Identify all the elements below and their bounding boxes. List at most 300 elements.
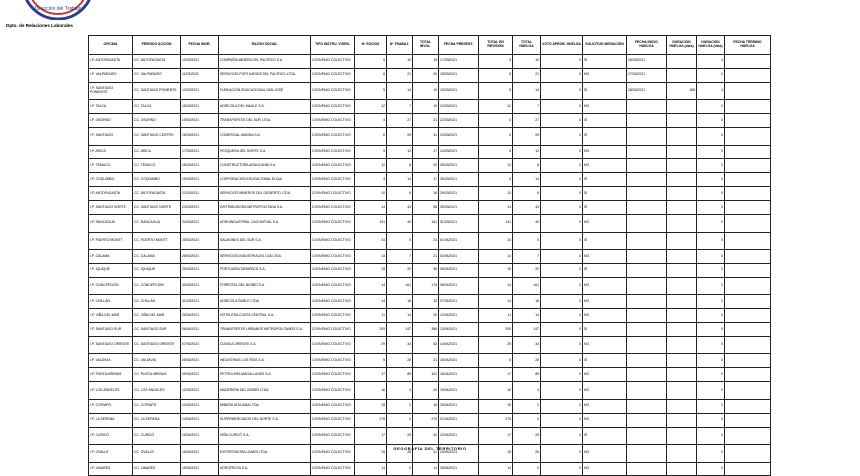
table-cell: 30/03/2021 — [181, 277, 219, 295]
table-cell: 0 — [697, 263, 725, 277]
table-cell — [667, 462, 697, 476]
table-cell — [725, 309, 771, 323]
column-header: PERIODO ACCIÓN — [133, 36, 181, 55]
table-cell: 0 — [541, 201, 583, 215]
table-cell: I.P. LOS ÁNGELES — [89, 382, 133, 400]
table-row — [89, 100, 771, 114]
table-row — [89, 263, 771, 277]
table-cell: 17 — [355, 427, 387, 445]
table-cell: NO — [583, 309, 627, 323]
table-cell: 19/04/2021 — [181, 462, 219, 476]
table-cell: 22/03/2021 — [439, 100, 479, 114]
column-header: TOTAL INVOL. — [413, 36, 439, 55]
table-cell: NO — [583, 68, 627, 82]
table-cell: I.P. CHILLÁN — [89, 295, 133, 309]
table-cell: 0 — [541, 159, 583, 173]
table-cell: COMPAÑÍA MINERA DEL PACÍFICO S.A. — [219, 55, 311, 69]
table-cell: CC. SANTIAGO ORIENTE — [133, 336, 181, 354]
table-cell: CC. CURICÓ — [133, 427, 181, 445]
table-cell: 6 — [355, 128, 387, 146]
table-cell: 05/04/2021 — [439, 263, 479, 277]
table-cell — [627, 354, 667, 368]
table-cell: 0 — [697, 382, 725, 400]
table-cell — [725, 201, 771, 215]
table-cell: 28/03/2021 — [627, 82, 667, 100]
table-cell — [627, 145, 667, 159]
column-header: OFICINA — [89, 36, 133, 55]
table-cell: EXPORTADORA LIMARÍ LTDA. — [219, 445, 311, 463]
table-cell: 34 — [387, 336, 413, 354]
table-cell: 14 — [387, 82, 413, 100]
table-cell — [627, 173, 667, 187]
table-cell: 35 — [413, 263, 439, 277]
table-cell — [667, 215, 697, 233]
table-cell: 15 — [413, 399, 439, 413]
table-cell: 0 — [541, 336, 583, 354]
table-cell: 23/03/2021 — [439, 128, 479, 146]
table-cell: 15 — [413, 55, 439, 69]
table-cell — [627, 232, 667, 250]
column-header: FECHA INGR. — [181, 36, 219, 55]
table-cell: 22/04/2021 — [439, 427, 479, 445]
table-cell — [667, 68, 697, 82]
table-cell: 15 — [355, 399, 387, 413]
table-cell — [627, 100, 667, 114]
table-cell: PORTUARIA TARAPACÁ S.A. — [219, 263, 311, 277]
table-cell: 0 — [541, 323, 583, 337]
table-cell: CONVENIO COLECTIVO — [311, 145, 355, 159]
table-cell — [627, 215, 667, 233]
table-cell: 25 — [513, 128, 541, 146]
table-cell: CC. RANCAGUA — [133, 215, 181, 233]
table-cell: 19/04/2021 — [439, 382, 479, 400]
table-cell: 26/03/2021 — [439, 173, 479, 187]
table-cell — [627, 201, 667, 215]
table-row — [89, 382, 771, 400]
table-cell: 18/03/2021 — [439, 68, 479, 82]
table-cell: 24/03/2021 — [181, 215, 219, 233]
table-cell: 11 — [479, 309, 513, 323]
table-cell — [627, 462, 667, 476]
table-cell — [667, 232, 697, 250]
table-cell: 0 — [697, 173, 725, 187]
table-cell — [725, 159, 771, 173]
table-cell: 58 — [413, 201, 439, 215]
table-cell: 32 — [413, 295, 439, 309]
table-cell — [627, 427, 667, 445]
table-cell — [667, 128, 697, 146]
table-cell: 14 — [479, 201, 513, 215]
department-label: Dpto. de Relaciones Laborales — [6, 23, 73, 28]
table-cell: 0 — [387, 232, 413, 250]
table-cell: 19 — [413, 82, 439, 100]
table-cell: HOTELERA COSTA CENTRAL S.A. — [219, 309, 311, 323]
column-header: VOTO APROB. HUELGA — [541, 36, 583, 55]
table-cell — [667, 399, 697, 413]
table-cell: 4 — [697, 82, 725, 100]
table-cell: 0 — [697, 232, 725, 250]
table-cell: I.P. SANTIAGO ORIENTE — [89, 336, 133, 354]
table-cell: 26 — [513, 354, 541, 368]
table-cell: CONVENIO COLECTIVO — [311, 173, 355, 187]
table-cell: I.P. TALCA — [89, 100, 133, 114]
table-cell: CC. VALDIVIA — [133, 354, 181, 368]
table-cell: NO — [583, 368, 627, 382]
table-cell: 14/04/2021 — [181, 413, 219, 427]
table-cell: CONVENIO COLECTIVO — [311, 114, 355, 128]
table-cell: CC. ANTOFAGASTA — [133, 55, 181, 69]
table-cell: 0 — [541, 68, 583, 82]
table-cell: 07/04/2021 — [181, 336, 219, 354]
table-cell: 27/03/2021 — [627, 68, 667, 82]
table-cell: 15/03/2021 — [181, 114, 219, 128]
table-cell: 12/04/2021 — [439, 309, 479, 323]
table-cell: 0 — [541, 413, 583, 427]
table-cell: NO — [583, 295, 627, 309]
table-cell: CORPORACIÓN EDUCACIONAL ELQUI — [219, 173, 311, 187]
table-cell: 181 — [413, 215, 439, 233]
table-cell: 14 — [479, 250, 513, 264]
table-cell: 0 — [697, 309, 725, 323]
column-header: FECHA TÉRMINO HUELGA — [725, 36, 771, 55]
table-cell: CONVENIO COLECTIVO — [311, 128, 355, 146]
table-cell: 31/03/2021 — [439, 215, 479, 233]
table-cell — [725, 399, 771, 413]
table-cell: CONVENIO COLECTIVO — [311, 323, 355, 337]
table-cell: I.P. RANCAGUA — [89, 215, 133, 233]
table-cell: I.P. LINARES — [89, 462, 133, 476]
table-cell: 11 — [355, 309, 387, 323]
table-cell: SÍ — [583, 82, 627, 100]
table-cell: 147 — [387, 323, 413, 337]
table-cell: 21 — [413, 250, 439, 264]
column-header: FECHA INICIO HUELGA — [627, 36, 667, 55]
table-cell: 25/03/2021 — [439, 159, 479, 173]
table-cell: 14 — [387, 173, 413, 187]
table-cell: NO — [583, 277, 627, 295]
table-cell — [725, 295, 771, 309]
table-cell — [667, 201, 697, 215]
logo-text: Dirección del Trabajo — [34, 6, 82, 12]
table-cell: 26 — [387, 445, 413, 463]
table-cell: 0 — [387, 399, 413, 413]
table-cell: 0 — [541, 309, 583, 323]
table-cell: 19/03/2021 — [181, 173, 219, 187]
table-row — [89, 368, 771, 382]
table-cell: 0 — [697, 462, 725, 476]
table-cell: 4 — [387, 382, 413, 400]
table-cell: 6 — [479, 128, 513, 146]
table-row — [89, 68, 771, 82]
table-cell: CC. LOS ÁNGELES — [133, 382, 181, 400]
table-cell: AGRÍCOLA ÑUBLE LTDA. — [219, 295, 311, 309]
table-cell: 3 — [355, 173, 387, 187]
table-cell: 209 — [479, 323, 513, 337]
table-cell: 0 — [697, 215, 725, 233]
table-cell: 4 — [697, 55, 725, 69]
table-cell: 14 — [479, 295, 513, 309]
table-cell: 05/04/2021 — [181, 309, 219, 323]
table-cell — [725, 323, 771, 337]
table-cell — [725, 68, 771, 82]
table-row — [89, 159, 771, 173]
table-cell: 14 — [479, 277, 513, 295]
table-row — [89, 250, 771, 264]
table-cell: I.P. OSORNO — [89, 114, 133, 128]
table-cell: 0 — [541, 354, 583, 368]
table-cell: NO — [583, 250, 627, 264]
table-cell: CC. SANTIAGO NORTE — [133, 201, 181, 215]
table-cell — [627, 187, 667, 201]
table-cell: 13/04/2021 — [181, 399, 219, 413]
table-cell — [627, 309, 667, 323]
table-cell: 7 — [387, 250, 413, 264]
table-cell: 21 — [513, 68, 541, 82]
table-cell — [667, 263, 697, 277]
table-cell: SÍ — [583, 323, 627, 337]
table-cell: 18/03/2021 — [181, 159, 219, 173]
table-cell: NO — [583, 445, 627, 463]
column-header: TOTAL HUELGA — [513, 36, 541, 55]
table-cell: 0 — [513, 413, 541, 427]
table-cell: 85 — [387, 368, 413, 382]
table-cell: 10 — [387, 55, 413, 69]
table-cell: 0 — [541, 215, 583, 233]
table-cell: 0 — [541, 399, 583, 413]
table-cell: 17 — [413, 145, 439, 159]
table-cell: CC. OVALLE — [133, 445, 181, 463]
table-row — [89, 462, 771, 476]
table-cell: 5 — [355, 55, 387, 69]
table-cell: 168 — [667, 82, 697, 100]
table-cell — [667, 55, 697, 69]
table-cell: 0 — [541, 263, 583, 277]
table-cell: 147 — [513, 323, 541, 337]
column-header: TIPO INSTRU. VIGEN. — [311, 36, 355, 55]
table-cell: SÍ — [583, 201, 627, 215]
table-cell: 0 — [697, 114, 725, 128]
table-cell — [667, 368, 697, 382]
table-cell: 0 — [541, 295, 583, 309]
table-cell: NO — [583, 336, 627, 354]
table-cell: 0 — [697, 445, 725, 463]
table-cell: SERVICIOS INDUSTRIALES LOA LTDA. — [219, 250, 311, 264]
table-cell: 29 — [479, 336, 513, 354]
table-cell: I.P. ARICA — [89, 145, 133, 159]
table-cell: CC. SANTIAGO PONIENTE — [133, 82, 181, 100]
table-cell — [667, 323, 697, 337]
table-cell: CONVENIO COLECTIVO — [311, 382, 355, 400]
table-cell: 161 — [513, 277, 541, 295]
table-cell: 0 — [697, 187, 725, 201]
table-cell: SÍ — [583, 55, 627, 69]
table-cell: I.P. VIÑA DEL MAR — [89, 309, 133, 323]
table-cell: NO — [583, 215, 627, 233]
table-cell — [725, 250, 771, 264]
table-cell: 3 — [479, 173, 513, 187]
table-cell: I.P. ANTOFAGASTA — [89, 55, 133, 69]
table-cell: NO — [583, 462, 627, 476]
table-cell: 0 — [697, 336, 725, 354]
table-cell: 15/04/2021 — [439, 354, 479, 368]
table-cell: 17/03/2021 — [439, 55, 479, 69]
table-cell: 14 — [355, 462, 387, 476]
table-cell: INDUSTRIAS LOS RÍOS S.A. — [219, 354, 311, 368]
column-header: FECHA PRESENT. — [439, 36, 479, 55]
table-cell: 0 — [541, 250, 583, 264]
table-cell: 42 — [413, 427, 439, 445]
table-cell — [627, 159, 667, 173]
table-row — [89, 145, 771, 159]
table-cell: 20 — [413, 382, 439, 400]
table-cell: CONVENIO COLECTIVO — [311, 427, 355, 445]
table-cell: 40 — [387, 215, 413, 233]
table-cell: CONVENIO COLECTIVO — [311, 295, 355, 309]
table-cell: 26/04/2021 — [439, 462, 479, 476]
table-cell: CONVENIO COLECTIVO — [311, 55, 355, 69]
table-cell: 14 — [513, 309, 541, 323]
table-cell — [725, 354, 771, 368]
table-cell — [627, 250, 667, 264]
table-row — [89, 309, 771, 323]
table-cell: 4 — [355, 114, 387, 128]
table-cell: 0 — [513, 399, 541, 413]
table-cell: 0 — [513, 232, 541, 250]
table-cell — [667, 427, 697, 445]
table-cell: I.P. VALDIVIA — [89, 354, 133, 368]
table-cell: 01/04/2021 — [439, 232, 479, 250]
table-cell: CC. CONCEPCIÓN — [133, 277, 181, 295]
table-cell: 10/03/2021 — [181, 55, 219, 69]
table-cell: 11/03/2021 — [181, 68, 219, 82]
table-cell: COMERCIAL ANDINA S.A. — [219, 128, 311, 146]
table-cell — [627, 382, 667, 400]
table-cell — [725, 263, 771, 277]
table-cell: 141 — [355, 215, 387, 233]
table-cell: CC. ANTOFAGASTA — [133, 187, 181, 201]
table-cell: 25 — [513, 427, 541, 445]
table-cell: I.P. SANTIAGO — [89, 128, 133, 146]
table-cell: 7 — [387, 100, 413, 114]
table-cell: 17/03/2021 — [181, 145, 219, 159]
table-cell: 12/04/2021 — [181, 382, 219, 400]
table-row — [89, 399, 771, 413]
table-cell: 02/04/2021 — [439, 250, 479, 264]
table-cell: 14 — [479, 462, 513, 476]
table-cell: 0 — [541, 187, 583, 201]
table-cell: I.P. OVALLE — [89, 445, 133, 463]
table-cell: 21 — [387, 68, 413, 82]
table-cell: NO — [583, 382, 627, 400]
table-cell: SÍ — [583, 263, 627, 277]
table-cell — [725, 114, 771, 128]
table-body — [89, 55, 771, 476]
table-cell: 16/04/2021 — [439, 368, 479, 382]
table-cell — [725, 187, 771, 201]
table-cell: SÍ — [583, 232, 627, 250]
negotiations-table — [88, 35, 771, 476]
table-cell: I.P. VALPARAÍSO — [89, 68, 133, 82]
table-cell — [627, 336, 667, 354]
table-cell: 23/03/2021 — [181, 201, 219, 215]
table-cell: 18 — [513, 295, 541, 309]
table-cell: 14 — [355, 250, 387, 264]
table-cell — [667, 187, 697, 201]
table-cell: 15 — [479, 399, 513, 413]
table-cell: 5 — [479, 354, 513, 368]
column-header: DURACIÓN HUELGA (días) — [667, 36, 697, 55]
table-cell: 44 — [387, 201, 413, 215]
table-cell: CONVENIO COLECTIVO — [311, 232, 355, 250]
table-cell: 22/03/2021 — [181, 187, 219, 201]
table-cell: CONVENIO COLECTIVO — [311, 201, 355, 215]
table-cell: 8 — [513, 159, 541, 173]
table-cell: 0 — [697, 100, 725, 114]
table-cell: CC. PUERTO MONTT — [133, 232, 181, 250]
table-cell: NO — [583, 399, 627, 413]
table-cell: 07/04/2021 — [439, 295, 479, 309]
table-cell: 14 — [355, 201, 387, 215]
table-cell: 85 — [513, 368, 541, 382]
table-cell: CC. PUNTA ARENAS — [133, 368, 181, 382]
table-cell: FUNDACIÓN EDUCACIONAL SAN JOSÉ — [219, 82, 311, 100]
table-cell: CONVENIO COLECTIVO — [311, 68, 355, 82]
table-cell: CONVENIO COLECTIVO — [311, 368, 355, 382]
table-cell: CONVENIO COLECTIVO — [311, 263, 355, 277]
table-cell — [667, 159, 697, 173]
table-cell: I.P. CURICÓ — [89, 427, 133, 445]
table-cell — [725, 277, 771, 295]
table-cell: 15/04/2021 — [181, 427, 219, 445]
table-cell: 0 — [541, 114, 583, 128]
column-header: Nº SOCIOS — [355, 36, 387, 55]
table-cell: 09/04/2021 — [181, 368, 219, 382]
table-cell: I.P. LA SERENA — [89, 413, 133, 427]
table-row — [89, 114, 771, 128]
table-cell: 0 — [697, 427, 725, 445]
table-cell: 25 — [413, 309, 439, 323]
table-cell — [725, 382, 771, 400]
table-cell: CONVENIO COLECTIVO — [311, 159, 355, 173]
table-cell: 0 — [541, 145, 583, 159]
table-cell: 0 — [697, 368, 725, 382]
table-cell — [725, 82, 771, 100]
table-cell: 26 — [387, 354, 413, 368]
table-cell: 0 — [541, 445, 583, 463]
table-row — [89, 173, 771, 187]
table-cell: 25/03/2021 — [181, 232, 219, 250]
table-cell: CC. VIÑA DEL MAR — [133, 309, 181, 323]
table-cell — [667, 336, 697, 354]
table-cell: CONVENIO COLECTIVO — [311, 215, 355, 233]
table-cell: 31 — [413, 128, 439, 146]
table-cell: I.P. SANTIAGO SUR — [89, 323, 133, 337]
table-cell: 12 — [513, 145, 541, 159]
table-cell: AGRÍCOLA DEL MAULE S.A. — [219, 100, 311, 114]
table-cell: CONVENIO COLECTIVO — [311, 354, 355, 368]
table-cell: CC. SANTIAGO SUR — [133, 323, 181, 337]
page-footer: GEOGRAFÍA DEL TERRITORIO — [393, 446, 467, 451]
table-cell: 0 — [541, 173, 583, 187]
table-cell: AGROFRUTA S.A. — [219, 462, 311, 476]
table-cell: CONVENIO COLECTIVO — [311, 413, 355, 427]
table-cell: CONVENIO COLECTIVO — [311, 309, 355, 323]
table-cell — [725, 100, 771, 114]
table-cell: CONVENIO COLECTIVO — [311, 462, 355, 476]
table-cell: 209 — [355, 323, 387, 337]
table-cell: NO — [583, 100, 627, 114]
table-cell: 25 — [387, 427, 413, 445]
